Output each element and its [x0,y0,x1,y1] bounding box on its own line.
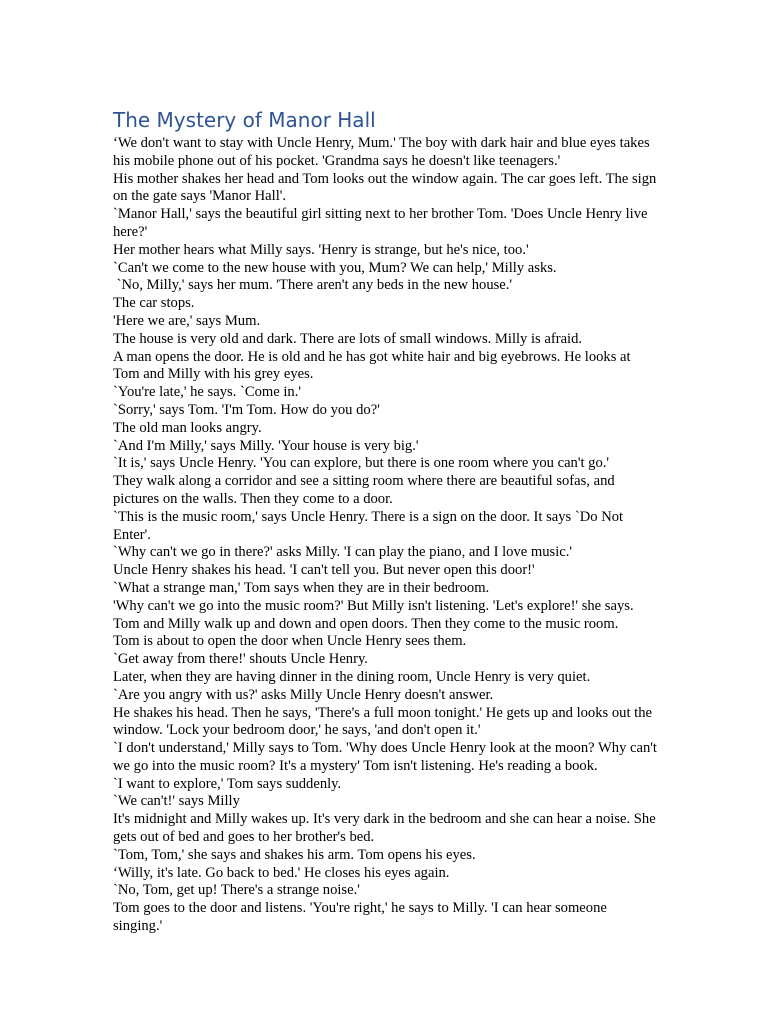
paragraph: `No, Tom, get up! There's a strange noise.' [113,882,360,899]
paragraph: `You're late,' he says. `Come in.' [113,384,301,401]
paragraph: A man opens the door. He is old and he has got white hair and big eyebrows. He looks at Tom and Milly with his grey eyes. [113,348,634,383]
document-title: The Mystery of Manor Hall [113,108,376,132]
paragraph: He shakes his head. Then he says, 'There's a full moon tonight.' He gets up and looks out the window. 'Lock your bedroom door,' he says, 'and don't open it.' [113,704,656,739]
paragraph: `Manor Hall,' says the beautiful girl sitting next to her brother Tom. 'Does Uncle Henry live here?' [113,206,652,240]
paragraph: They walk along a corridor and see a sitting room where there are beautiful sofas, and pictures on the walls. Then they come to a door. [113,473,619,507]
story-body [113,135,661,936]
paragraph: `It is,' says Uncle Henry. 'You can explore, but there is one room where you can't go.' [113,455,610,472]
paragraph: `And I'm Milly,' says Milly. 'Your house is very big.' [113,437,419,454]
paragraph: 'Why can't we go into the music room?' But Milly isn't listening. 'Let's explore!' she says. [113,597,634,614]
paragraph: It's midnight and Milly wakes up. It's very dark in the bedroom and she can hear a noise. She gets out of bed and goes to her brother's bed. [113,811,660,846]
paragraph: Later, when they are having dinner in the dining room, Uncle Henry is very quiet. [113,668,591,685]
paragraph: Tom and Milly walk up and down and open doors. Then they come to the music room. [113,615,619,632]
paragraph: Her mother hears what Milly says. 'Henry is strange, but he's nice, too.' [113,241,529,258]
paragraph: `Tom, Tom,' she says and shakes his arm. Tom opens his eyes. [113,846,476,863]
paragraph: `This is the music room,' says Uncle Henry. There is a sign on the door. It says `Do Not Enter'. [113,508,627,543]
paragraph: Tom goes to the door and listens. 'You're right,' he says to Milly. 'I can hear someone singing.' [113,900,611,935]
paragraph: `Why can't we go in there?' asks Milly. 'I can play the piano, and I love music.' [113,544,573,561]
paragraph: `Sorry,' says Tom. 'I'm Tom. How do you do?' [113,401,380,418]
paragraph: 'Here we are,' says Mum. [113,312,261,329]
paragraph: `What a strange man,' Tom says when they are in their bedroom. [113,579,490,596]
document-page [113,108,661,936]
paragraph: The house is very old and dark. There are lots of small windows. Milly is afraid. [113,330,583,347]
paragraph: `No, Milly,' says her mum. 'There aren't any beds in the new house.' [113,277,513,294]
paragraph: `I don't understand,' Milly says to Tom. 'Why does Uncle Henry look at the moon? Why can't we go into the music room? It's a mystery' Tom isn't listening. He's reading a book. [113,740,661,774]
paragraph: Tom is about to open the door when Uncle Henry sees them. [113,633,467,650]
paragraph: ‘Willy, it's late. Go back to bed.' He closes his eyes again. [113,864,450,881]
paragraph: ‘We don't want to stay with Uncle Henry, Mum.' The boy with dark hair and blue eyes takes his mobile phone out of his pocket. 'Grandma says he doesn't like teenagers.' [113,135,654,169]
paragraph: `I want to explore,' Tom says suddenly. [113,775,342,792]
paragraph: `Get away from there!' shouts Uncle Henry. [113,651,368,668]
paragraph: The car stops. [113,295,195,312]
paragraph: `Are you angry with us?' asks Milly Uncle Henry doesn't answer. [113,686,494,703]
paragraph: `Can't we come to the new house with you, Mum? We can help,' Milly asks. [113,259,557,276]
paragraph: His mother shakes her head and Tom looks out the window again. The car goes left. The sign on the gate says 'Manor Hall'. [113,170,660,205]
paragraph: `We can't!' says Milly [113,793,240,810]
paragraph: Uncle Henry shakes his head. 'I can't tell you. But never open this door!' [113,562,535,579]
paragraph: The old man looks angry. [113,419,262,436]
